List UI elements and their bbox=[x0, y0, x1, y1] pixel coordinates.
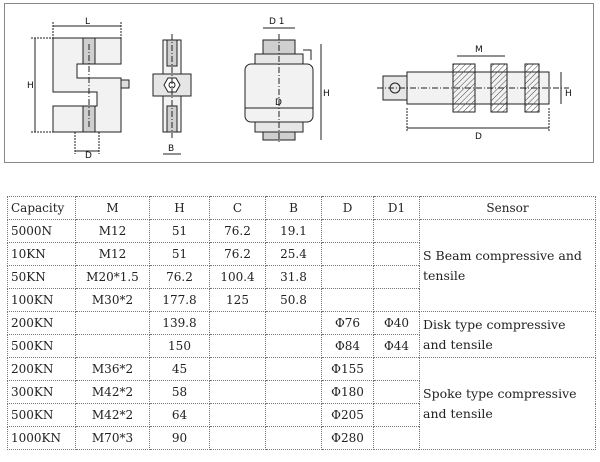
table-cell: 500KN bbox=[8, 335, 76, 358]
table-cell bbox=[210, 358, 266, 381]
sensor-type-cell: Disk type compressive and tensile bbox=[420, 312, 596, 358]
table-cell: 100.4 bbox=[210, 266, 266, 289]
table-cell bbox=[266, 427, 322, 450]
sensor-type-cell: S Beam compressive and tensile bbox=[420, 220, 596, 312]
table-cell: 500KN bbox=[8, 404, 76, 427]
s-beam-diameter-label: D bbox=[85, 151, 92, 161]
table-cell: M42*2 bbox=[76, 381, 150, 404]
table-cell: Φ44 bbox=[374, 335, 420, 358]
table-cell bbox=[374, 381, 420, 404]
table-cell bbox=[374, 243, 420, 266]
table-cell bbox=[322, 289, 374, 312]
table-cell bbox=[210, 427, 266, 450]
table-header-row bbox=[8, 197, 596, 220]
header-h: H bbox=[150, 197, 210, 220]
table-cell: M12 bbox=[76, 243, 150, 266]
table-cell: M30*2 bbox=[76, 289, 150, 312]
table-cell: M36*2 bbox=[76, 358, 150, 381]
table-cell bbox=[210, 312, 266, 335]
spec-table bbox=[7, 196, 596, 450]
table-cell: Φ280 bbox=[322, 427, 374, 450]
table-cell bbox=[374, 266, 420, 289]
table-cell bbox=[322, 243, 374, 266]
table-cell bbox=[374, 289, 420, 312]
header-d1: D1 bbox=[374, 197, 420, 220]
table-cell: 25.4 bbox=[266, 243, 322, 266]
header-b: B bbox=[266, 197, 322, 220]
table-cell: 1000KN bbox=[8, 427, 76, 450]
s-beam-length-label: L bbox=[85, 17, 91, 27]
table-cell: 19.1 bbox=[266, 220, 322, 243]
table-cell: 31.8 bbox=[266, 266, 322, 289]
table-row bbox=[8, 358, 596, 381]
table-cell: 90 bbox=[150, 427, 210, 450]
table-cell: Φ84 bbox=[322, 335, 374, 358]
table-cell bbox=[374, 358, 420, 381]
spoke-height-label: H bbox=[565, 89, 572, 99]
table-cell: 76.2 bbox=[150, 266, 210, 289]
table-cell bbox=[76, 312, 150, 335]
disk-diameter-label: D bbox=[275, 98, 282, 108]
table-cell: 50KN bbox=[8, 266, 76, 289]
header-sensor: Sensor bbox=[420, 197, 596, 220]
header-capacity: Capacity bbox=[8, 197, 76, 220]
s-beam-front-view bbox=[31, 22, 129, 154]
table-cell: 300KN bbox=[8, 381, 76, 404]
header-d: D bbox=[322, 197, 374, 220]
table-cell: 150 bbox=[150, 335, 210, 358]
disk-top-diameter-label: D 1 bbox=[269, 17, 285, 27]
table-cell: M70*3 bbox=[76, 427, 150, 450]
table-cell: Φ40 bbox=[374, 312, 420, 335]
table-row bbox=[8, 312, 596, 335]
table-cell: Φ180 bbox=[322, 381, 374, 404]
table-cell bbox=[76, 335, 150, 358]
table-cell: 125 bbox=[210, 289, 266, 312]
table-cell: 58 bbox=[150, 381, 210, 404]
spoke-sensor-view bbox=[377, 56, 569, 132]
table-cell bbox=[322, 266, 374, 289]
table-cell: 100KN bbox=[8, 289, 76, 312]
table-cell: M12 bbox=[76, 220, 150, 243]
technical-drawing-panel bbox=[4, 3, 594, 163]
table-cell: 76.2 bbox=[210, 243, 266, 266]
sensor-drawings bbox=[5, 4, 593, 162]
table-cell: 50.8 bbox=[266, 289, 322, 312]
table-cell: Φ155 bbox=[322, 358, 374, 381]
table-cell bbox=[266, 335, 322, 358]
header-c: C bbox=[210, 197, 266, 220]
table-cell: M20*1.5 bbox=[76, 266, 150, 289]
s-beam-height-label: H bbox=[27, 81, 34, 91]
sensor-type-cell: Spoke type compressive and tensile bbox=[420, 358, 596, 450]
table-cell bbox=[374, 404, 420, 427]
table-cell: 177.8 bbox=[150, 289, 210, 312]
table-cell: Φ205 bbox=[322, 404, 374, 427]
table-cell: 200KN bbox=[8, 312, 76, 335]
table-cell bbox=[210, 335, 266, 358]
table-cell bbox=[210, 381, 266, 404]
s-beam-base-label: B bbox=[168, 144, 175, 154]
table-cell bbox=[374, 220, 420, 243]
table-row bbox=[8, 220, 596, 243]
table-cell: Φ76 bbox=[322, 312, 374, 335]
spec-table-body bbox=[8, 220, 596, 450]
table-cell: 200KN bbox=[8, 358, 76, 381]
disk-height-label: H bbox=[323, 89, 330, 99]
table-cell: 45 bbox=[150, 358, 210, 381]
table-cell: 10KN bbox=[8, 243, 76, 266]
s-beam-side-view bbox=[153, 34, 191, 154]
spoke-diameter-label: D bbox=[475, 132, 482, 142]
table-cell: M42*2 bbox=[76, 404, 150, 427]
table-cell: 51 bbox=[150, 243, 210, 266]
table-cell: 64 bbox=[150, 404, 210, 427]
table-cell: 139.8 bbox=[150, 312, 210, 335]
header-m: M bbox=[76, 197, 150, 220]
table-cell: 76.2 bbox=[210, 220, 266, 243]
table-cell bbox=[266, 358, 322, 381]
table-cell bbox=[266, 381, 322, 404]
spoke-thread-label: M bbox=[475, 45, 483, 55]
table-cell: 5000N bbox=[8, 220, 76, 243]
table-cell bbox=[266, 404, 322, 427]
table-cell bbox=[322, 220, 374, 243]
table-cell bbox=[374, 427, 420, 450]
table-cell bbox=[266, 312, 322, 335]
disk-sensor-view bbox=[245, 28, 321, 142]
table-cell: 51 bbox=[150, 220, 210, 243]
table-cell bbox=[210, 404, 266, 427]
